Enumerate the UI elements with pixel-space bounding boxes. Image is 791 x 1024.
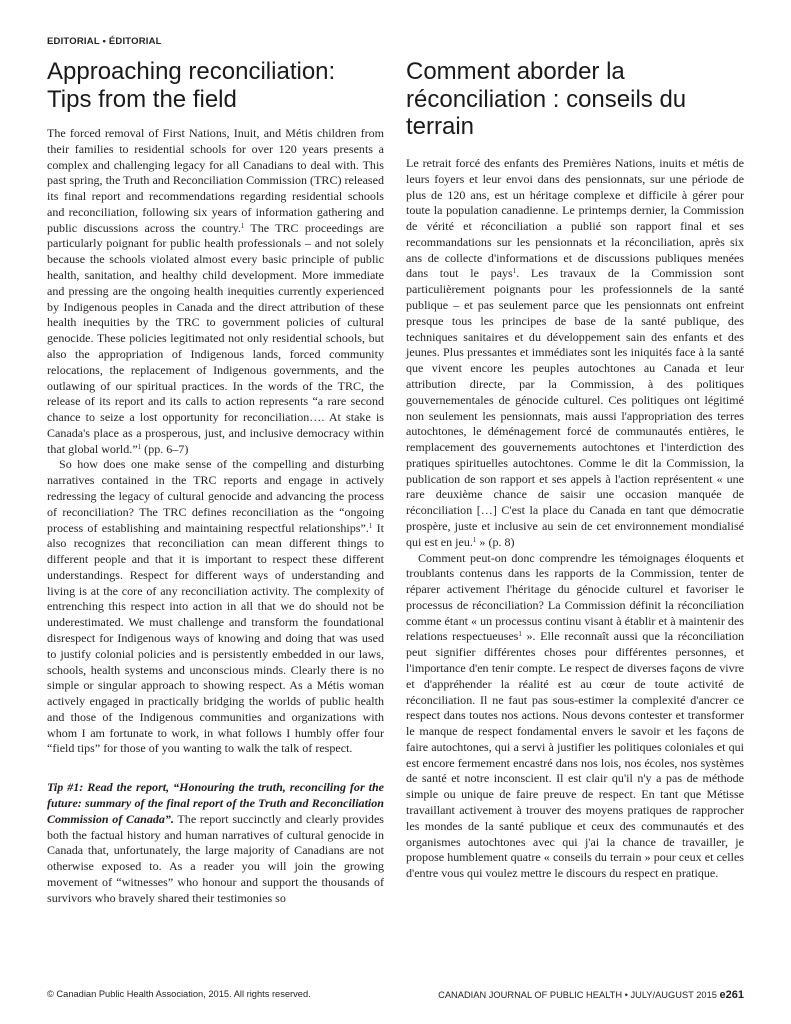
- section-label: EDITORIAL • ÉDITORIAL: [47, 36, 162, 47]
- page-number: e261: [719, 989, 744, 1001]
- english-title-line2: Tips from the field: [47, 85, 237, 113]
- french-title-line3: terrain: [406, 113, 475, 140]
- citation-1: 1: [512, 267, 517, 276]
- french-title: [406, 58, 686, 141]
- citation-1: 1: [368, 521, 373, 530]
- french-title-line1: Comment aborder la: [406, 58, 625, 85]
- citation-1: 1: [518, 630, 522, 639]
- journal-footer: [438, 989, 744, 1001]
- citation-1: 1: [137, 442, 142, 451]
- english-title-line1: Approaching reconciliation:: [47, 58, 336, 85]
- french-title-line2: réconciliation : conseils du: [406, 85, 687, 113]
- tip-1-heading: Tip #1: Read the report, “Honouring the truth, reconciling for the future: summary of the final report of the Truth and Reconciliation Commission of Canada”.: [47, 780, 384, 826]
- french-body: [406, 156, 744, 882]
- french-paragraph-2: Comment peut-on donc comprendre les témoignages éloquents et troublants contenus dans les rapports de la Commission, tenter de réparer activement l'héritage du génocide culturel et favoriser le processus de réconciliation? La Commission définit la réconciliation comme étant « un processus continu visant à établir et à maintenir des relations respectueuses$^1$ ». Elle reconnaît aussi que la réconciliation peut signifier différentes choses pour différentes personnes, et l'importance d'en tenir compte. Le respect de diverses façons de vivre et d'appréhender la réalité est au cœur de toute activité de réconciliation. Il ne faut pas sous-estimer la complexité d'ancrer ce respect dans toutes nos actions. Nous devons contester et transformer le manque de respect fondamental envers le savoir et les façons de faire autochtones, qui a servi à justifier les politiques coloniales et qui est encore fermement encastré dans nos lois, nos écoles, nos systèmes de santé et notre inconscient. Il est clair qu'il n'y a pas de méthode simple ou unique de faire preuve de respect. En tant que Métisse travaillant activement à trouver des moyens pratiques de rapprocher les mondes de la santé publique et ceux des communautés et des organismes autochtones avec qui j'ai la chance de travailler, je propose humblement quatre « conseils du terrain » pour ceux et celles d'entre vous qui voulez mettre le discours du respect en pratique.: [406, 550, 744, 881]
- journal-info: CANADIAN JOURNAL OF PUBLIC HEALTH • JULY/AUGUST 2015: [438, 990, 720, 1000]
- copyright-notice: © Canadian Public Health Association, 2015. All rights reserved.: [47, 989, 311, 999]
- english-paragraph-2: So how does one make sense of the compelling and disturbing narratives contained in the TRC reports and engage in actively redressing the legacy of cultural genocide and advancing the process of reconciliation? The TRC defines reconciliation as the “ongoing process of establishing and maintaining respectful relationships”.$^1$ It also recognizes that reconciliation can mean different things to different people and that it is important to respect these different understandings. Respect for different ways of understanding and living is at the core of any reconciliation activity. The complexity of entrenching this respect into action in all that we do should not be underestimated. We must challenge and transform the foundational disrespect for Indigenous ways of knowing and doing that was used to justify colonial policies and is persistently embedded in our laws, schools, health systems and unconscious minds. Clearly there is no simple or singular approach to showing respect. As a Métis woman actively engaged in practically bridging the worlds of public health and those of the Indigenous communities and organizations with whom I am fortunate to work, in what follows I humbly offer four “field tips” for those of you wanting to walk the talk of respect.: [47, 457, 384, 756]
- english-title: [47, 58, 335, 113]
- tip-1-body: The report succinctly and clearly provides both the factual history and human narratives of cultural genocide in Canada that, unfortunately, the large majority of Canadians are not otherwise exposed to. As a reader you will join the growing movement of “witnesses” who honour and support the thousands of survivors who bravely shared their testimonies so: [47, 811, 384, 905]
- citation-1: 1: [240, 221, 245, 230]
- english-paragraph-1: The forced removal of First Nations, Inuit, and Métis children from their families to residential schools for over 120 years presents a complex and challenging legacy for all Canadians to deal with. This past spring, the Truth and Reconciliation Commission (TRC) released its final report and recommendations regarding residential schools and reconciliation, following six years of information gathering and public discussions across the country.$^1$ The TRC proceedings are particularly poignant for public health professionals – and not solely because the schools violated almost every basic principle of public health, sanitation, and healthy child development. More immediate and pressing are the ongoing health inequities currently experienced by Indigenous peoples in Canada and the direct attribution of these health inequities by the TRC to government policies of cultural genocide. These policies legitimated not only residential schools, but also the appropriation of Indigenous lands, forced community relocations, the replacement of Indigenous governments, and the outlawing of our spiritual practices. In the words of the TRC, the release of its report and its calls to action represents “a rare second chance to seize a lost opportunity for reconciliation…. At stake is Canada's place as a prosperous, just, and inclusive democracy within that global world.”$^1$ (pp. 6–7): [47, 126, 384, 456]
- tip-1-paragraph: [47, 780, 384, 906]
- french-paragraph-1: Le retrait forcé des enfants des Premières Nations, inuits et métis de leurs foyers et leur envoi dans des pensionnats, sur une période de plus de 120 ans, est un héritage complexe et difficile à gérer pour toute la population canadienne. Le printemps dernier, la Commission de vérité et réconciliation a publié son rapport final et ses recommandations sur les pensionnats et la réconciliation, après six ans de collecte d'informations et de discussions publiques menées dans tout le pays$^1$. Les travaux de la Commission sont particulièrement poignants pour les professionnels de la santé publique – et pas seulement parce que les pensionnats ont enfreint presque tous les principes de base de la santé publique, des techniques sanitaires et du développement sain des enfants et des jeunes. Plus pressantes et immédiates sont les iniquités face à la santé que vivent encore les peuples autochtones au Canada et leur attribution directe, par la Commission, à des politiques gouvernementales de génocide culturel. Ces politiques ont légitimé non seulement les pensionnats, mais aussi l'appropriation des terres autochtones, le déménagement forcé de communautés entières, le remplacement des gouvernements autochtones et l'interdiction des pratiques spirituelles autochtones. Comme le dit la Commission, la publication de son rapport et ses appels à l'action représentent « une rare deuxième chance de saisir une occasion manquée de réconciliation […] C'est la place du Canada en tant que démocratie prospère, juste et inclusive au sein de cet environnement mondialisé qui est en jeu.$^1$ » (p. 8): [406, 156, 744, 549]
- english-body: [47, 126, 384, 907]
- citation-1: 1: [472, 535, 477, 544]
